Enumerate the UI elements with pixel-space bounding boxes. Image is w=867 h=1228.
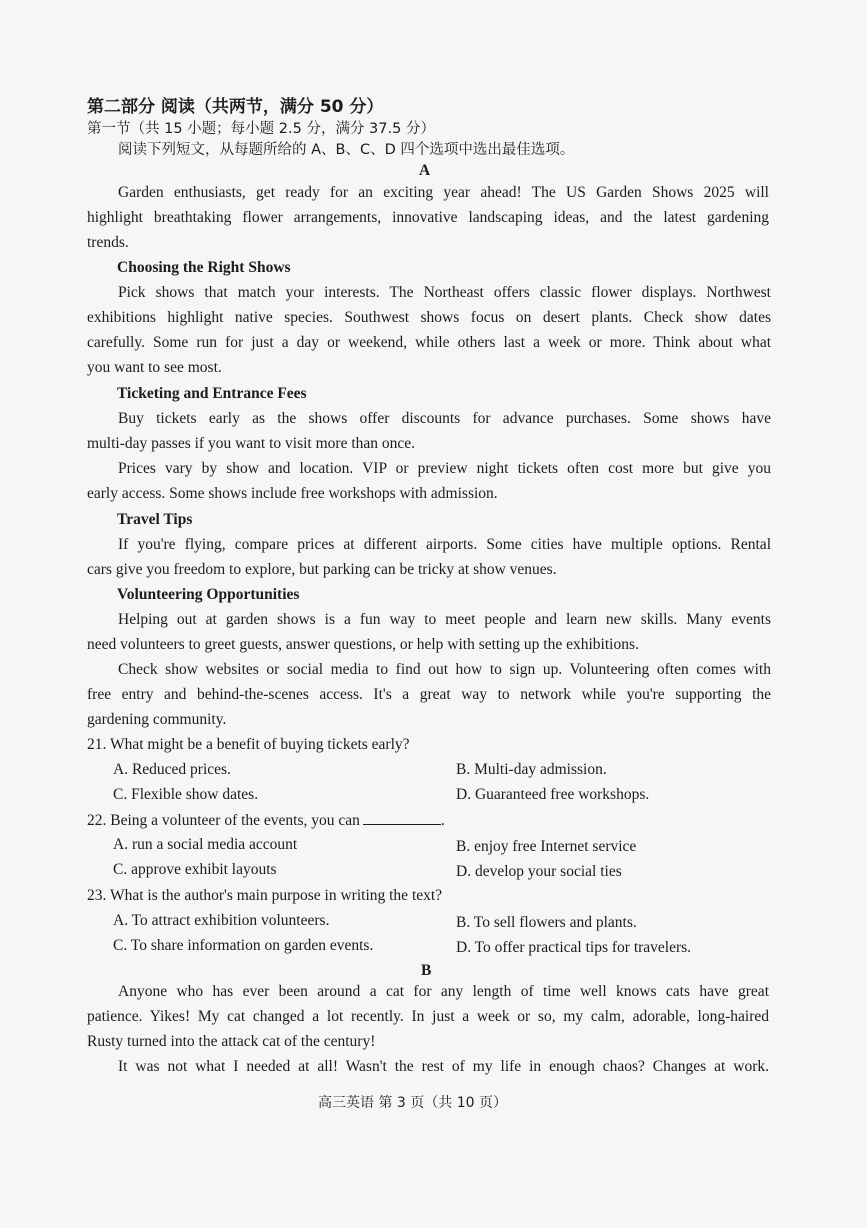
paragraph-line: Check show websites or social media to find out how to sign up. Volunteering often comes with: [118, 661, 771, 678]
paragraph-line: If you're flying, compare prices at different airports. Some cities have multiple options. Rental: [118, 536, 771, 553]
answer-option[interactable]: D. Guaranteed free workshops.: [456, 786, 650, 803]
question-stem-text: 22. Being a volunteer of the events, you can: [87, 812, 360, 829]
paragraph-line: Pick shows that match your interests. The Northeast offers classic flower displays. Northwest: [118, 284, 771, 301]
paragraph-line: gardening community.: [87, 711, 227, 728]
paragraph-line: carefully. Some run for just a day or weekend, while others last a week or more. Think about what: [87, 334, 771, 351]
question-stem: [87, 810, 445, 831]
answer-option[interactable]: D. To offer practical tips for travelers.: [456, 939, 692, 956]
paragraph-line: free entry and behind-the-scenes access. It's a great way to network while you're supporting the: [87, 686, 771, 703]
section-heading: Volunteering Opportunities: [117, 586, 300, 603]
passage-a-intro-line: trends.: [87, 234, 129, 251]
passage-a-label: A: [419, 162, 431, 179]
answer-option[interactable]: B. enjoy free Internet service: [456, 838, 637, 855]
answer-option[interactable]: C. Flexible show dates.: [113, 786, 259, 803]
answer-option[interactable]: A. To attract exhibition volunteers.: [113, 912, 330, 929]
part-title: 第二部分 阅读（共两节，满分 50 分）: [87, 97, 384, 117]
answer-option[interactable]: A. Reduced prices.: [113, 761, 231, 778]
section-heading: Ticketing and Entrance Fees: [117, 385, 307, 402]
section-heading: Choosing the Right Shows: [117, 259, 291, 276]
paragraph-line: Buy tickets early as the shows offer discounts for advance purchases. Some shows have: [118, 410, 771, 427]
passage-a-intro-line: highlight breathtaking flower arrangements, innovative landscaping ideas, and the latest gardening: [87, 209, 769, 226]
question-stem: 23. What is the author's main purpose in writing the text?: [87, 887, 443, 904]
answer-option[interactable]: C. approve exhibit layouts: [113, 861, 277, 878]
paragraph-line: Helping out at garden shows is a fun way to meet people and learn new skills. Many events: [118, 611, 771, 628]
question-stem: 21. What might be a benefit of buying tickets early?: [87, 736, 410, 753]
answer-option[interactable]: A. run a social media account: [113, 836, 298, 853]
paragraph-line: Prices vary by show and location. VIP or preview night tickets often cost more but give you: [118, 460, 771, 477]
section-heading: Travel Tips: [117, 511, 193, 528]
paragraph-line: Rusty turned into the attack cat of the century!: [87, 1033, 376, 1050]
passage-a-intro-line: Garden enthusiasts, get ready for an exciting year ahead! The US Garden Shows 2025 will: [118, 184, 769, 201]
answer-option[interactable]: C. To share information on garden events.: [113, 937, 374, 954]
paragraph-line: It was not what I needed at all! Wasn't the rest of my life in enough chaos? Changes at work.: [118, 1058, 769, 1075]
question-stem-end: .: [440, 812, 445, 829]
section-title: 第一节（共 15 小题；每小题 2.5 分，满分 37.5 分）: [87, 121, 435, 137]
paragraph-line: multi-day passes if you want to visit more than once.: [87, 435, 416, 452]
paragraph-line: early access. Some shows include free workshops with admission.: [87, 485, 498, 502]
paragraph-line: cars give you freedom to explore, but parking can be tricky at show venues.: [87, 561, 557, 578]
paragraph-line: patience. Yikes! My cat changed a lot recently. In just a week or so, my calm, adorable, long-haired: [87, 1008, 769, 1025]
paragraph-line: Anyone who has ever been around a cat for any length of time well knows cats have great: [118, 983, 769, 1000]
answer-option[interactable]: B. Multi-day admission.: [456, 761, 607, 778]
page-footer: 高三英语 第 3 页（共 10 页）: [318, 1095, 507, 1111]
instructions: 阅读下列短文，从每题所给的 A、B、C、D 四个选项中选出最佳选项。: [118, 142, 575, 158]
answer-blank[interactable]: [363, 810, 441, 825]
paragraph-line: exhibitions highlight native species. Southwest shows focus on desert plants. Check show dates: [87, 309, 771, 326]
paragraph-line: need volunteers to greet guests, answer questions, or help with setting up the exhibitions.: [87, 636, 639, 653]
answer-option[interactable]: D. develop your social ties: [456, 863, 622, 880]
passage-b-label: B: [421, 962, 432, 979]
paragraph-line: you want to see most.: [87, 359, 222, 376]
answer-option[interactable]: B. To sell flowers and plants.: [456, 914, 637, 931]
